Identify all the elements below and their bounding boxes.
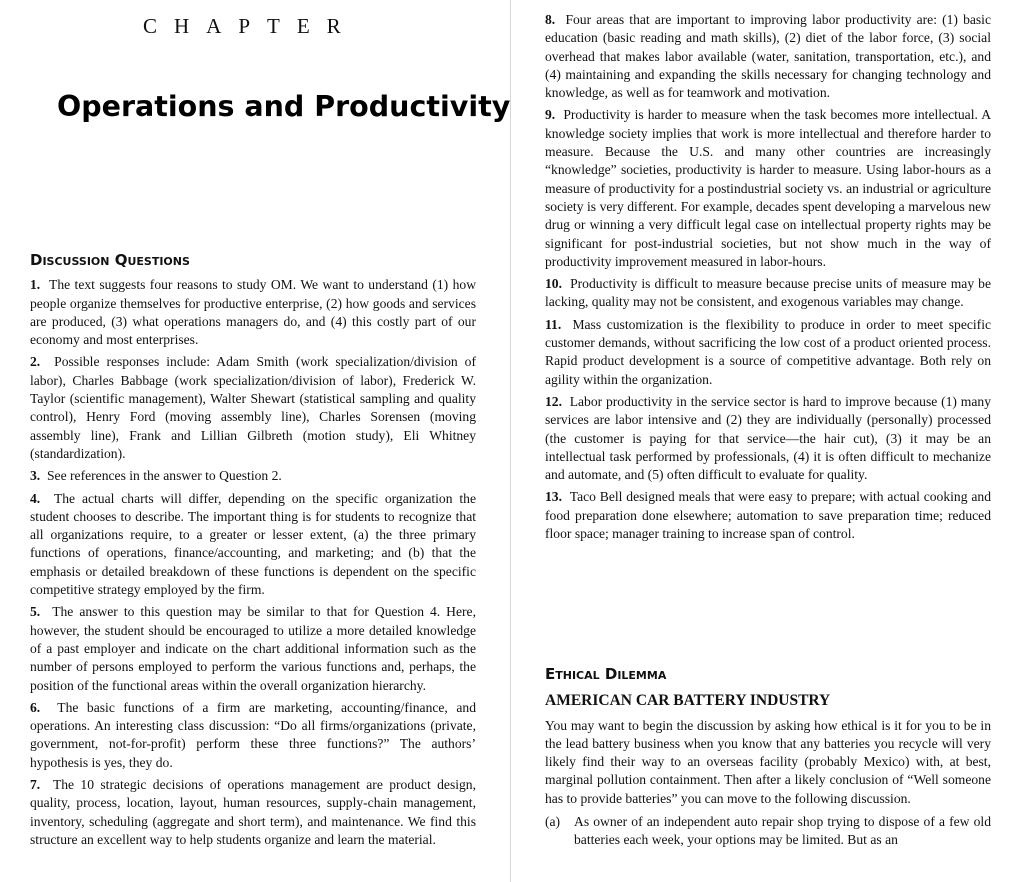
question-9	[545, 106, 991, 271]
question-number: 3.	[30, 468, 41, 484]
question-text: Taco Bell designed meals that were easy to prepare; with actual cooking and food preparation done elsewhere; automation to save preparation time; reduced floor space; manager training to increase span of control.	[545, 489, 991, 542]
question-text: See references in the answer to Question 2.	[47, 468, 282, 484]
question-text: Possible responses include: Adam Smith (work specialization/division of labor), Charles Babbage (work specialization/division of labor), Frederick W. Taylor (scientific management), Walter Shewart (statistical sampling and quality control), Henry Ford (moving assembly line), Charles Sorensen (moving assembly line), Frank and Lillian Gilbreth (motion study), Eli Whitney (standardization).	[30, 354, 476, 461]
question-number: 9.	[545, 107, 556, 123]
question-number: 5.	[30, 604, 41, 620]
question-number: 1.	[30, 277, 41, 293]
ethical-dilemma-subheading: AMERICAN CAR BATTERY INDUSTRY	[545, 692, 831, 710]
question-number: 6.	[30, 699, 41, 715]
question-6	[30, 699, 476, 772]
question-5	[30, 603, 476, 694]
question-text: Labor productivity in the service sector is hard to improve because (1) many services are labor intensive and (2) they are individually (personally) processed (the customer is paying for that service—the hair cut), (3) it may be an intellectual task performed by professionals, (4) it is often difficult to mechanize and automate, and (5) often difficult to evaluate for quality.	[545, 393, 992, 483]
question-number: 13.	[545, 489, 562, 505]
question-text: The text suggests four reasons to study OM. We want to understand (1) how people organize themselves for productive enterprise, (2) how goods and services are produced, (3) what operations managers do, and (4) this costly part of our economy and most enterprises.	[30, 277, 477, 348]
discussion-questions-heading: Discussion Questions	[30, 251, 190, 269]
question-text: The 10 strategic decisions of operations management are product design, quality, process, location, layout, human resources, supply-chain management, inventory, scheduling (aggregate and short term), and maintenance. We find this structure an excellent way to help students organize and learn the material.	[30, 777, 476, 847]
question-number: 11.	[545, 316, 562, 332]
right-column	[545, 11, 991, 547]
question-number: 7.	[30, 777, 41, 793]
question-number: 2.	[30, 354, 41, 370]
column-divider	[510, 0, 511, 882]
chapter-label: CHAPTER	[143, 14, 358, 38]
ethical-dilemma-section	[545, 665, 991, 850]
ethical-dilemma-intro: You may want to begin the discussion by asking how ethical is it for you to be in the lead battery business when you know that any batteries you recycle will very likely find their way to an overseas facility (probably Mexico) with, at best, marginal pollution containment. Then after a likely conclusion of “Well someone has to provide batteries” you can move to the following discussion.	[545, 717, 991, 806]
question-number: 12.	[545, 393, 562, 409]
question-10	[545, 275, 991, 312]
question-13	[545, 488, 991, 543]
question-1	[30, 276, 476, 349]
question-text: Four areas that are important to improving labor productivity are: (1) basic education (basic reading and math skills), (2) diet of the labor force, (3) social overhead that makes labor available (water, sanitation, transportation, etc.), and (4) maintaining and expanding the skills necessary for changing technology and knowledge, as well as for teamwork and motivation.	[545, 12, 991, 101]
question-text: Mass customization is the flexibility to produce in order to meet specific customer demands, without sacrificing the low cost of a product oriented process. Rapid product development is a source of competitive advantage. Both rely on agility within the organization.	[545, 316, 992, 387]
question-text: The basic functions of a firm are marketing, accounting/finance, and operations. An interesting class discussion: “Do all firms/organizations (private, government, not-for-profit) perform these three functions?” The authors’ hypothesis is yes, they do.	[30, 699, 476, 770]
ethical-dilemma-heading: Ethical Dilemma	[545, 665, 667, 683]
question-number: 4.	[30, 490, 41, 506]
question-text: The answer to this question may be similar to that for Question 4. Here, however, the student should be encouraged to utilize a more detailed knowledge of a past employer and indicate on the chart additional information such as the number of persons employed to perform the various functions and, perhaps, the position of the functional areas within the overall organization hierarchy.	[30, 604, 476, 693]
question-7	[30, 776, 476, 849]
left-column	[30, 251, 476, 853]
question-text: Productivity is harder to measure when the task becomes more intellectual. A knowledge society implies that work is more intellectual and therefore harder to measure. Because the U.S. and many other countries are increasingly “knowledge” societies, productivity is harder to measure. Using labor-hours as a measure of productivity for a postindustrial society vs. an industrial or agriculture society is very different. For example, decades spent developing a marvelous new drug or winning a very difficult legal case on intellectual property rights may be significant for post-industrial societies, but not show much in the way of productivity improvement measured in labor-hours.	[545, 107, 992, 269]
question-11	[545, 316, 991, 389]
question-text: The actual charts will differ, depending on the specific organization the student chooses to describe. The important thing is for students to recognize that all organizations require, to a greater or lesser extent, (a) the three primary functions of operations, finance/accounting, and marketing; and (b) that the emphasis or detailed breakdown of these functions is dependent on the specific competitive strategy employed by the firm.	[30, 490, 476, 598]
question-8	[545, 11, 991, 102]
ethical-item-a	[545, 813, 991, 850]
chapter-title: Operations and Productivity	[57, 90, 511, 123]
question-number: 8.	[545, 12, 556, 27]
question-2	[30, 353, 476, 463]
question-4	[30, 490, 476, 600]
ethical-item-a-label: (a)	[545, 814, 561, 830]
question-12	[545, 393, 991, 484]
question-3	[30, 467, 476, 485]
ethical-item-a-text: As owner of an independent auto repair shop trying to dispose of a few old batteries each week, your options may be limited. But as an	[574, 814, 991, 848]
question-text: Productivity is difficult to measure because precise units of measure may be lacking, quality may not be consistent, and exogenous variables may change.	[545, 276, 992, 310]
question-number: 10.	[545, 276, 562, 292]
